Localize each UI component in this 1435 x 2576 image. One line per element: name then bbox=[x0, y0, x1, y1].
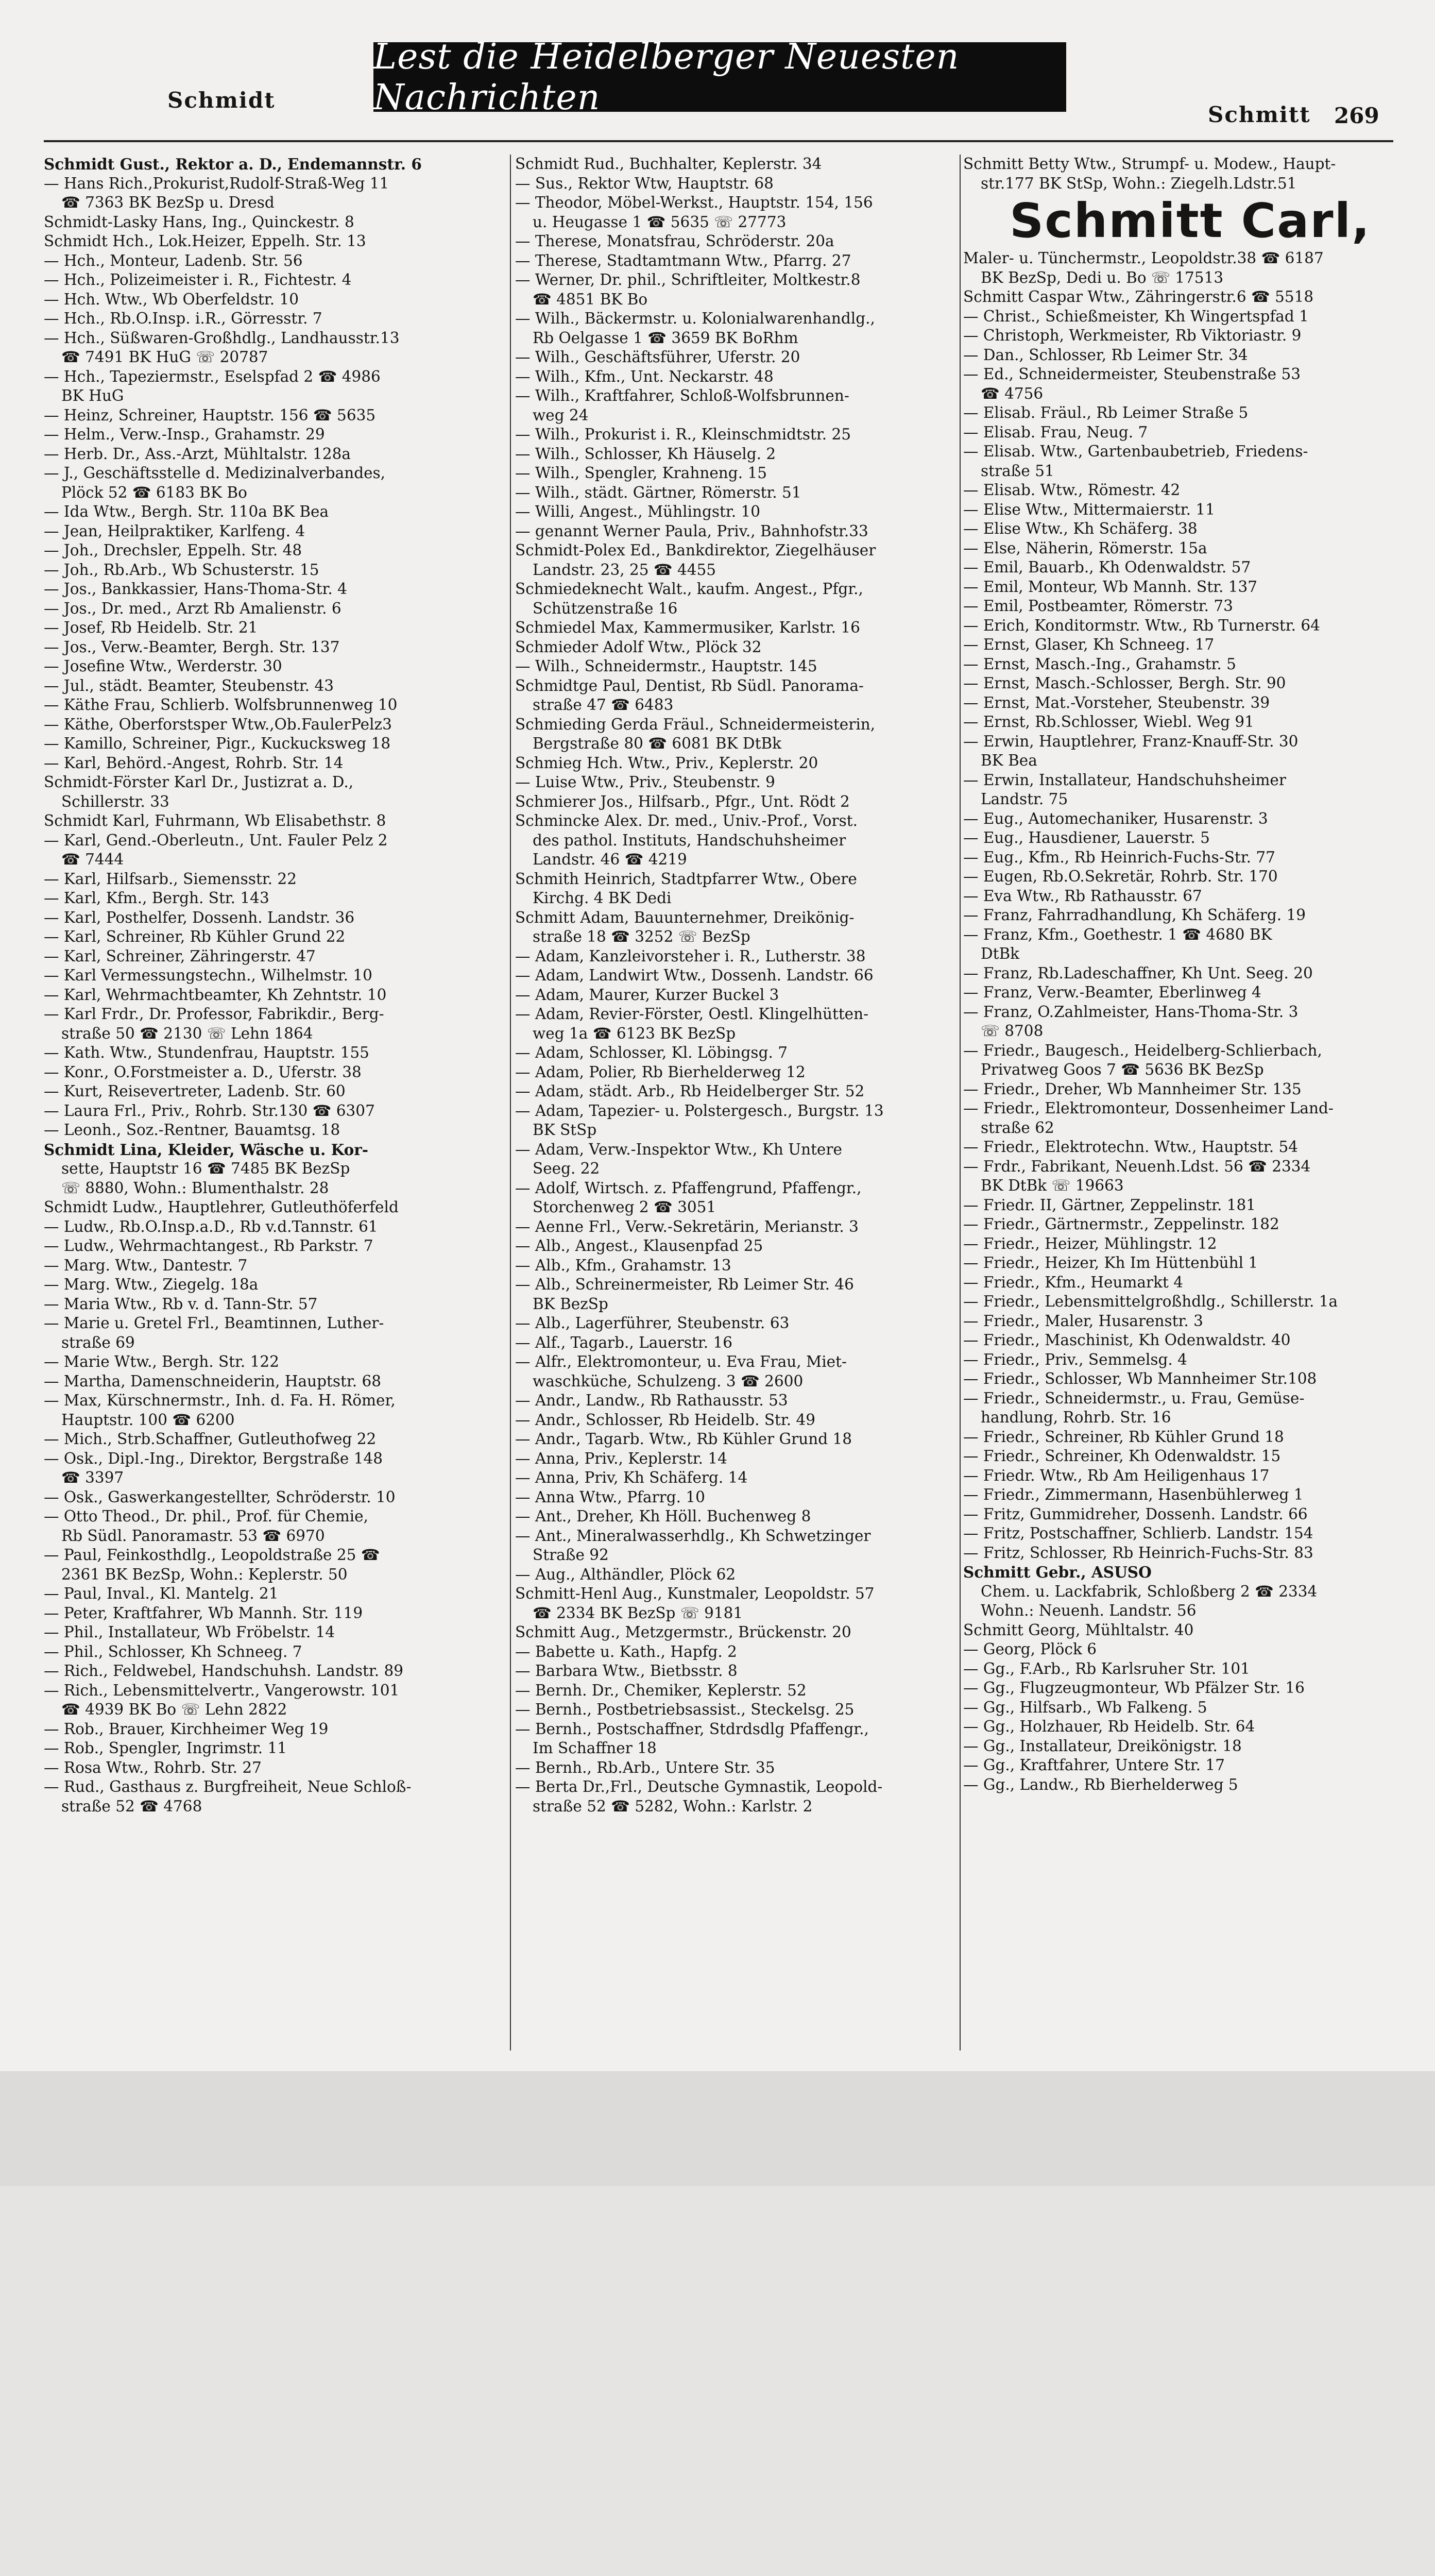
directory-entry-line: Schmidt Gust., Rektor a. D., Endemannstr. 6 bbox=[44, 155, 422, 173]
directory-entry-line: — Paul, Feinkosthdlg., Leopoldstraße 25 ☎ bbox=[44, 1546, 380, 1564]
directory-entry-line: — Karl, Gend.-Oberleutn., Unt. Fauler Pelz 2 bbox=[44, 831, 388, 849]
directory-entry-line: — Karl Vermessungstechn., Wilhelmstr. 10 bbox=[44, 967, 372, 984]
directory-entry-line: — Alfr., Elektromonteur, u. Eva Frau, Miet- bbox=[515, 1353, 847, 1370]
directory-entry-line: Schmitt Caspar Wtw., Zähringerstr.6 ☎ 5518 bbox=[963, 288, 1314, 306]
directory-entry-line: — Karl Frdr., Dr. Professor, Fabrikdir., Berg- bbox=[44, 1005, 384, 1023]
directory-entry-line: Schmieg Hch. Wtw., Priv., Keplerstr. 20 bbox=[515, 754, 818, 772]
directory-entry-line: — Marg. Wtw., Dantestr. 7 bbox=[44, 1256, 248, 1274]
directory-entry-line: Wohn.: Neuenh. Landstr. 56 bbox=[981, 1602, 1197, 1619]
directory-entry-line: DtBk bbox=[981, 945, 1020, 962]
directory-entry-line: ☎ 7363 BK BezSp u. Dresd bbox=[61, 194, 275, 211]
directory-entry-line: — Gg., Flugzeugmonteur, Wb Pfälzer Str. 16 bbox=[963, 1679, 1305, 1697]
page-number: 269 bbox=[1334, 103, 1379, 128]
directory-entry-line: — Emil, Monteur, Wb Mannh. Str. 137 bbox=[963, 578, 1258, 596]
directory-entry-line: — Alb., Angest., Klausenpfad 25 bbox=[515, 1237, 763, 1255]
directory-entry-line: — Kamillo, Schreiner, Pigr., Kuckucksweg 18 bbox=[44, 735, 391, 752]
directory-entry-line: — Wilh., Bäckermstr. u. Kolonialwarenhandlg., bbox=[515, 310, 875, 327]
directory-entry-line: sette, Hauptstr 16 ☎ 7485 BK BezSp bbox=[61, 1160, 350, 1177]
directory-entry-line: Schmidt-Förster Karl Dr., Justizrat a. D., bbox=[44, 773, 354, 791]
directory-entry-line: — Jul., städt. Beamter, Steubenstr. 43 bbox=[44, 676, 334, 694]
directory-entry-line: Schmitt Georg, Mühltalstr. 40 bbox=[963, 1621, 1194, 1639]
directory-entry-line: — Andr., Landw., Rb Rathausstr. 53 bbox=[515, 1392, 788, 1409]
directory-entry-line: — Karl, Schreiner, Rb Kühler Grund 22 bbox=[44, 928, 346, 945]
directory-entry-line: — Ernst, Glaser, Kh Schneeg. 17 bbox=[963, 636, 1215, 653]
directory-entry-line: straße 69 bbox=[61, 1333, 135, 1351]
directory-entry-line: — Heinz, Schreiner, Hauptstr. 156 ☎ 5635 bbox=[44, 406, 376, 424]
directory-entry-line: — Willi, Angest., Mühlingstr. 10 bbox=[515, 503, 761, 520]
directory-entry-line: waschküche, Schulzeng. 3 ☎ 2600 bbox=[533, 1372, 804, 1390]
directory-entry-line: Schmiedeknecht Walt., kaufm. Angest., Pfgr., bbox=[515, 580, 863, 598]
directory-entry-line: — Hch., Rb.O.Insp. i.R., Görresstr. 7 bbox=[44, 310, 322, 327]
directory-entry-line: Schmidt-Lasky Hans, Ing., Quinckestr. 8 bbox=[44, 213, 354, 231]
directory-entry-line: — Phil., Schlosser, Kh Schneeg. 7 bbox=[44, 1642, 302, 1660]
directory-entry-line: — Emil, Postbeamter, Römerstr. 73 bbox=[963, 597, 1233, 615]
directory-entry-line: — Alb., Schreinermeister, Rb Leimer Str. 46 bbox=[515, 1276, 854, 1293]
directory-entry-line: — Rud., Gasthaus z. Burgfreiheit, Neue Schloß- bbox=[44, 1778, 412, 1795]
directory-entry-line: — Jean, Heilpraktiker, Karlfeng. 4 bbox=[44, 522, 305, 540]
directory-entry-line: — Andr., Tagarb. Wtw., Rb Kühler Grund 18 bbox=[515, 1430, 852, 1448]
directory-entry-line: — Gg., Kraftfahrer, Untere Str. 17 bbox=[963, 1756, 1225, 1774]
directory-entry-line: — Dan., Schlosser, Rb Leimer Str. 34 bbox=[963, 346, 1248, 364]
directory-entry-line: Schmidt Rud., Buchhalter, Keplerstr. 34 bbox=[515, 155, 822, 173]
directory-entry-line: — Karl, Wehrmachtbeamter, Kh Zehntstr. 10 bbox=[44, 986, 387, 1004]
directory-entry-line: — Friedr., Lebensmittelgroßhdlg., Schillerstr. 1a bbox=[963, 1293, 1338, 1310]
directory-entry-line: — Konr., O.Forstmeister a. D., Uferstr. 38 bbox=[44, 1063, 362, 1081]
directory-entry-line: Schmidt Lina, Kleider, Wäsche u. Kor- bbox=[44, 1140, 369, 1159]
directory-entry-line: str.177 BK StSp, Wohn.: Ziegelh.Ldstr.51 bbox=[981, 174, 1297, 192]
directory-entry-line: Schützenstraße 16 bbox=[533, 599, 678, 617]
directory-entry-line: ☎ 7491 BK HuG ☏ 20787 bbox=[61, 348, 268, 366]
directory-entry-line: — Helm., Verw.-Insp., Grahamstr. 29 bbox=[44, 426, 325, 443]
directory-column-3 bbox=[963, 155, 1396, 2066]
directory-entry-line: — Bernh., Postschaffner, Stdrdsdlg Pfaffengr., bbox=[515, 1720, 869, 1738]
directory-entry-line: — Aenne Frl., Verw.-Sekretärin, Merianstr. 3 bbox=[515, 1217, 859, 1235]
directory-entry-line: — Erwin, Hauptlehrer, Franz-Knauff-Str. 30 bbox=[963, 732, 1299, 750]
directory-entry-line: — Marie u. Gretel Frl., Beamtinnen, Luther- bbox=[44, 1314, 384, 1332]
directory-entry-line: — Josef, Rb Heidelb. Str. 21 bbox=[44, 619, 258, 636]
directory-entry-line: — Wilh., Geschäftsführer, Uferstr. 20 bbox=[515, 348, 800, 366]
directory-entry-line: — Ida Wtw., Bergh. Str. 110a BK Bea bbox=[44, 503, 329, 520]
directory-entry-line: — Friedr. Wtw., Rb Am Heiligenhaus 17 bbox=[963, 1466, 1270, 1484]
directory-entry-line: Schmitt Betty Wtw., Strumpf- u. Modew., Haupt- bbox=[963, 155, 1336, 173]
directory-entry-line: — Frdr., Fabrikant, Neuenh.Ldst. 56 ☎ 2334 bbox=[963, 1157, 1311, 1175]
directory-entry-line: — J., Geschäftsstelle d. Medizinalverbandes, bbox=[44, 464, 386, 482]
directory-entry-line: Schmincke Alex. Dr. med., Univ.-Prof., Vorst. bbox=[515, 812, 858, 829]
directory-entry-line: — Emil, Bauarb., Kh Odenwaldstr. 57 bbox=[963, 558, 1251, 576]
directory-entry-line: — Erwin, Installateur, Handschuhsheimer bbox=[963, 771, 1286, 789]
directory-entry-line: — Marg. Wtw., Ziegelg. 18a bbox=[44, 1276, 259, 1293]
directory-entry-line: — Adam, Tapezier- u. Polstergesch., Burgstr. 13 bbox=[515, 1101, 884, 1120]
directory-entry-line: — Franz, O.Zahlmeister, Hans-Thoma-Str. 3 bbox=[963, 1003, 1299, 1021]
directory-entry-line: — Theodor, Möbel-Werkst., Hauptstr. 154, 156 bbox=[515, 194, 873, 211]
directory-entry-line: — Ernst, Masch.-Schlosser, Bergh. Str. 90 bbox=[963, 674, 1286, 692]
directory-entry-line: — Friedr., Schneidermstr., u. Frau, Gemüse- bbox=[963, 1389, 1305, 1407]
directory-entry-line: Schmitt Adam, Bauunternehmer, Dreikönig- bbox=[515, 908, 855, 926]
directory-entry-line: BK BezSp bbox=[533, 1295, 608, 1313]
directory-entry-line: — Ant., Dreher, Kh Höll. Buchenweg 8 bbox=[515, 1507, 811, 1525]
directory-entry-line: Maler- u. Tünchermstr., Leopoldstr.38 ☎ 6187 bbox=[963, 249, 1324, 267]
directory-entry-line: Chem. u. Lackfabrik, Schloßberg 2 ☎ 2334 bbox=[981, 1582, 1318, 1600]
directory-entry-line: Rb Südl. Panoramastr. 53 ☎ 6970 bbox=[61, 1527, 325, 1545]
directory-entry-line: straße 18 ☎ 3252 ☏ BezSp bbox=[533, 928, 750, 945]
directory-entry-line: straße 50 ☎ 2130 ☏ Lehn 1864 bbox=[61, 1024, 313, 1042]
directory-entry-line: — Wilh., Prokurist i. R., Kleinschmidtstr. 25 bbox=[515, 426, 851, 443]
directory-entry-line: Storchenweg 2 ☎ 3051 bbox=[533, 1198, 716, 1216]
directory-entry-line: — Friedr., Maler, Husarenstr. 3 bbox=[963, 1312, 1203, 1330]
directory-entry-line: — Friedr., Elektromonteur, Dossenheimer Land- bbox=[963, 1099, 1334, 1117]
directory-entry-line: — Babette u. Kath., Hapfg. 2 bbox=[515, 1642, 737, 1660]
directory-entry-line: — Friedr., Schlosser, Wb Mannheimer Str.108 bbox=[963, 1370, 1317, 1387]
directory-entry-line: Schmierer Jos., Hilfsarb., Pfgr., Unt. Rödt 2 bbox=[515, 792, 850, 810]
directory-entry-line: — Karl, Behörd.-Angest, Rohrb. Str. 14 bbox=[44, 754, 344, 772]
directory-entry-line: — Hch., Polizeimeister i. R., Fichtestr. 4 bbox=[44, 271, 352, 289]
directory-entry-line: — Martha, Damenschneiderin, Hauptstr. 68 bbox=[44, 1372, 382, 1390]
directory-entry-line: straße 62 bbox=[981, 1118, 1054, 1137]
directory-entry-line: ☎ 2334 BK BezSp ☏ 9181 bbox=[533, 1604, 743, 1622]
directory-entry-line: weg 1a ☎ 6123 BK BezSp bbox=[533, 1024, 736, 1042]
directory-entry-line: — Rob., Brauer, Kirchheimer Weg 19 bbox=[44, 1720, 329, 1738]
directory-entry-line: — Adam, Landwirt Wtw., Dossenh. Landstr. 66 bbox=[515, 967, 874, 984]
directory-entry-line: — Karl, Kfm., Bergh. Str. 143 bbox=[44, 889, 269, 907]
directory-entry-line: — Franz, Rb.Ladeschaffner, Kh Unt. Seeg. 20 bbox=[963, 964, 1313, 982]
directory-entry-line: — Jos., Verw.-Beamter, Bergh. Str. 137 bbox=[44, 638, 340, 656]
directory-entry-line: — Eug., Kfm., Rb Heinrich-Fuchs-Str. 77 bbox=[963, 848, 1275, 866]
directory-entry-line: — Hans Rich.,Prokurist,Rudolf-Straß-Weg 11 bbox=[44, 174, 389, 192]
directory-entry-line: — Laura Frl., Priv., Rohrb. Str.130 ☎ 6307 bbox=[44, 1101, 375, 1120]
directory-entry-line: Schillerstr. 33 bbox=[61, 792, 169, 810]
directory-entry-line: BK HuG bbox=[61, 387, 124, 404]
directory-entry-line: — Sus., Rektor Wtw, Hauptstr. 68 bbox=[515, 174, 774, 192]
directory-entry-line: — Friedr., Schreiner, Kh Odenwaldstr. 15 bbox=[963, 1447, 1281, 1465]
directory-entry-line: ☎ 4756 bbox=[981, 384, 1044, 402]
directory-entry-line: Schmieder Adolf Wtw., Plöck 32 bbox=[515, 638, 762, 656]
directory-entry-line: — Rich., Lebensmittelvertr., Vangerowstr. 101 bbox=[44, 1681, 400, 1699]
directory-entry-line: — Adam, Verw.-Inspektor Wtw., Kh Untere bbox=[515, 1140, 842, 1158]
viewer-footer bbox=[0, 2071, 1435, 2186]
directory-entry-line: — Adam, Revier-Förster, Oestl. Klingelhütten- bbox=[515, 1005, 869, 1023]
directory-entry-line: — Osk., Dipl.-Ing., Direktor, Bergstraße 148 bbox=[44, 1449, 383, 1467]
directory-entry-line: straße 47 ☎ 6483 bbox=[533, 696, 674, 714]
directory-entry-line: — Werner, Dr. phil., Schriftleiter, Moltkestr.8 bbox=[515, 271, 861, 289]
directory-entry-line: — Joh., Drechsler, Eppelh. Str. 48 bbox=[44, 541, 302, 559]
directory-entry-line: BK Bea bbox=[981, 752, 1037, 769]
directory-entry-line: — Käthe Frau, Schlierb. Wolfsbrunnenweg 10 bbox=[44, 696, 398, 714]
directory-entry-line: — Gg., Hilfsarb., Wb Falkeng. 5 bbox=[963, 1698, 1207, 1716]
directory-entry-line: — Max, Kürschnermstr., Inh. d. Fa. H. Römer, bbox=[44, 1392, 396, 1409]
directory-entry-line: — Christoph, Werkmeister, Rb Viktoriastr. 9 bbox=[963, 327, 1302, 344]
running-header-left: Schmidt bbox=[167, 88, 276, 113]
directory-entry-line: Seeg. 22 bbox=[533, 1160, 600, 1177]
directory-entry-line: — Adam, städt. Arb., Rb Heidelberger Str. 52 bbox=[515, 1082, 865, 1100]
directory-entry-line: ☏ 8880, Wohn.: Blumenthalstr. 28 bbox=[61, 1179, 329, 1197]
directory-entry-line: Im Schaffner 18 bbox=[533, 1739, 657, 1757]
directory-entry-line: — Paul, Inval., Kl. Mantelg. 21 bbox=[44, 1585, 279, 1602]
directory-entry-line: — Adam, Maurer, Kurzer Buckel 3 bbox=[515, 986, 779, 1004]
directory-entry-line: — Eugen, Rb.O.Sekretär, Rohrb. Str. 170 bbox=[963, 868, 1278, 885]
directory-entry-line: Schmitt Gebr., ASUSO bbox=[963, 1563, 1152, 1581]
directory-entry-line: BK StSp bbox=[533, 1121, 597, 1139]
directory-entry-line: — Hch., Tapeziermstr., Eselspfad 2 ☎ 4986 bbox=[44, 367, 381, 385]
directory-entry-line: — Ernst, Rb.Schlosser, Wiebl. Weg 91 bbox=[963, 713, 1254, 731]
directory-entry-line: straße 52 ☎ 4768 bbox=[61, 1797, 202, 1815]
directory-entry-line: ☎ 3397 bbox=[61, 1469, 124, 1486]
directory-entry-line: — Käthe, Oberforstsper Wtw.,Ob.FaulerPelz3 bbox=[44, 715, 392, 733]
directory-entry-line: — Elisab. Fräul., Rb Leimer Straße 5 bbox=[963, 404, 1249, 421]
directory-entry-line: — Kurt, Reisevertreter, Ladenb. Str. 60 bbox=[44, 1082, 346, 1100]
directory-entry-line: — Anna, Priv, Kh Schäferg. 14 bbox=[515, 1469, 748, 1486]
directory-entry-line: Landstr. 46 ☎ 4219 bbox=[533, 851, 687, 868]
directory-entry-line: — Ant., Mineralwasserhdlg., Kh Schwetzinger bbox=[515, 1527, 871, 1545]
directory-entry-line: — Alb., Lagerführer, Steubenstr. 63 bbox=[515, 1314, 790, 1332]
directory-entry-line: — Hch., Süßwaren-Großhdlg., Landhausstr.13 bbox=[44, 329, 400, 347]
directory-entry-line: — Fritz, Schlosser, Rb Heinrich-Fuchs-Str. 83 bbox=[963, 1544, 1313, 1562]
directory-entry-line: Schmitt-Henl Aug., Kunstmaler, Leopoldstr. 57 bbox=[515, 1585, 875, 1602]
directory-entry-line: BK BezSp, Dedi u. Bo ☏ 17513 bbox=[981, 268, 1224, 286]
directory-entry-line: — Else, Näherin, Römerstr. 15a bbox=[963, 539, 1207, 557]
directory-entry-line: — Andr., Schlosser, Rb Heidelb. Str. 49 bbox=[515, 1411, 816, 1429]
directory-entry-line: — Gg., Landw., Rb Bierhelderweg 5 bbox=[963, 1775, 1238, 1793]
directory-entry-line: — Karl, Hilfsarb., Siemensstr. 22 bbox=[44, 870, 297, 888]
directory-entry-line: — Therese, Monatsfrau, Schröderstr. 20a bbox=[515, 232, 834, 250]
directory-entry-line: Schmidt Ludw., Hauptlehrer, Gutleuthöferfeld bbox=[44, 1198, 399, 1216]
directory-entry-line: — Franz, Kfm., Goethestr. 1 ☎ 4680 BK bbox=[963, 925, 1272, 943]
directory-entry-line: ☎ 4939 BK Bo ☏ Lehn 2822 bbox=[61, 1701, 287, 1718]
directory-entry-line: — Wilh., Schneidermstr., Hauptstr. 145 bbox=[515, 657, 817, 675]
column-divider-2 bbox=[960, 155, 961, 2050]
directory-entry-line: — Anna Wtw., Pfarrg. 10 bbox=[515, 1488, 705, 1506]
directory-entry-line: — genannt Werner Paula, Priv., Bahnhofstr.33 bbox=[515, 522, 868, 540]
directory-entry-line: — Friedr., Heizer, Kh Im Hüttenbühl 1 bbox=[963, 1254, 1258, 1272]
directory-entry-line: — Aug., Althändler, Plöck 62 bbox=[515, 1565, 736, 1583]
directory-entry-line: — Franz, Fahrradhandlung, Kh Schäferg. 19 bbox=[963, 906, 1306, 924]
directory-entry-line: — Bernh., Postbetriebsassist., Steckelsg. 25 bbox=[515, 1701, 855, 1718]
directory-entry-line: — Mich., Strb.Schaffner, Gutleuthofweg 22 bbox=[44, 1430, 377, 1448]
directory-entry-line: — Otto Theod., Dr. phil., Prof. für Chemie, bbox=[44, 1507, 368, 1525]
directory-entry-line: — Wilh., Schlosser, Kh Häuselg. 2 bbox=[515, 445, 776, 463]
directory-entry-line: ☎ 4851 BK Bo bbox=[533, 290, 648, 308]
directory-entry-line: — Eug., Automechaniker, Husarenstr. 3 bbox=[963, 809, 1268, 827]
directory-entry-line: — Therese, Stadtamtmann Wtw., Pfarrg. 27 bbox=[515, 251, 851, 269]
directory-entry-line: — Franz, Verw.-Beamter, Eberlinweg 4 bbox=[963, 984, 1261, 1001]
directory-entry-line: — Jos., Dr. med., Arzt Rb Amalienstr. 6 bbox=[44, 599, 341, 617]
directory-entry-line: handlung, Rohrb. Str. 16 bbox=[981, 1409, 1171, 1426]
directory-entry-line: Bergstraße 80 ☎ 6081 BK DtBk bbox=[533, 735, 781, 752]
directory-entry-line: — Wilh., Kfm., Unt. Neckarstr. 48 bbox=[515, 367, 774, 385]
directory-entry-line: — Leonh., Soz.-Rentner, Bauamtsg. 18 bbox=[44, 1121, 340, 1139]
directory-entry-line: — Peter, Kraftfahrer, Wb Mannh. Str. 119 bbox=[44, 1604, 363, 1622]
directory-entry-line: — Wilh., Kraftfahrer, Schloß-Wolfsbrunnen- bbox=[515, 387, 849, 404]
directory-entry-line: — Adam, Polier, Rb Bierhelderweg 12 bbox=[515, 1063, 806, 1081]
directory-entry-line: — Georg, Plöck 6 bbox=[963, 1640, 1097, 1658]
directory-entry-line: Landstr. 23, 25 ☎ 4455 bbox=[533, 561, 716, 579]
directory-entry-line: — Rosa Wtw., Rohrb. Str. 27 bbox=[44, 1758, 262, 1776]
directory-entry-line: — Adam, Schlosser, Kl. Löbingsg. 7 bbox=[515, 1044, 788, 1061]
directory-entry-line: — Friedr., Dreher, Wb Mannheimer Str. 135 bbox=[963, 1080, 1302, 1098]
directory-entry-line: — Fritz, Postschaffner, Schlierb. Landstr. 154 bbox=[963, 1524, 1313, 1542]
directory-entry-line: — Alf., Tagarb., Lauerstr. 16 bbox=[515, 1333, 733, 1351]
advertisement-banner: Lest die Heidelberger Neuesten Nachrichten bbox=[373, 42, 1066, 112]
directory-entry-line: 2361 BK BezSp, Wohn.: Keplerstr. 50 bbox=[61, 1565, 348, 1583]
directory-entry-line: — Herb. Dr., Ass.-Arzt, Mühltalstr. 128a bbox=[44, 445, 351, 463]
directory-entry-line: — Bernh., Rb.Arb., Untere Str. 35 bbox=[515, 1758, 775, 1776]
directory-entry-line: — Friedr. II, Gärtner, Zeppelinstr. 181 bbox=[963, 1196, 1256, 1214]
directory-entry-line: — Ernst, Masch.-Ing., Grahamstr. 5 bbox=[963, 655, 1236, 673]
directory-entry-line: — Phil., Installateur, Wb Fröbelstr. 14 bbox=[44, 1623, 335, 1641]
directory-entry-line: Schmieding Gerda Fräul., Schneidermeisterin, bbox=[515, 715, 876, 733]
directory-entry-line: — Rob., Spengler, Ingrimstr. 11 bbox=[44, 1739, 287, 1757]
directory-entry-line: — Joh., Rb.Arb., Wb Schusterstr. 15 bbox=[44, 561, 319, 579]
directory-entry-line: Schmidt Hch., Lok.Heizer, Eppelh. Str. 13 bbox=[44, 232, 366, 250]
directory-column-2 bbox=[515, 155, 958, 2066]
directory-entry-line: — Erich, Konditormstr. Wtw., Rb Turnerstr. 64 bbox=[963, 616, 1320, 634]
directory-entry-line: u. Heugasse 1 ☎ 5635 ☏ 27773 bbox=[533, 213, 787, 231]
directory-entry-line: — Luise Wtw., Priv., Steubenstr. 9 bbox=[515, 773, 775, 791]
directory-entry-line: — Elise Wtw., Kh Schäferg. 38 bbox=[963, 520, 1198, 537]
directory-entry-line: — Friedr., Elektrotechn. Wtw., Hauptstr. 54 bbox=[963, 1138, 1299, 1156]
directory-entry-line: — Friedr., Zimmermann, Hasenbühlerweg 1 bbox=[963, 1486, 1304, 1503]
directory-entry-line: — Gg., Holzhauer, Rb Heidelb. Str. 64 bbox=[963, 1718, 1255, 1735]
directory-entry-line: — Barbara Wtw., Bietbsstr. 8 bbox=[515, 1662, 738, 1680]
directory-entry-line: Landstr. 75 bbox=[981, 790, 1068, 808]
directory-entry-line: — Adam, Kanzleivorsteher i. R., Lutherstr. 38 bbox=[515, 947, 866, 965]
directory-entry-line: — Elisab. Wtw., Gartenbaubetrieb, Friedens- bbox=[963, 443, 1308, 460]
directory-entry-line: — Eva Wtw., Rb Rathausstr. 67 bbox=[963, 887, 1202, 905]
directory-entry-line: — Kath. Wtw., Stundenfrau, Hauptstr. 155 bbox=[44, 1044, 369, 1061]
directory-entry-line: — Maria Wtw., Rb v. d. Tann-Str. 57 bbox=[44, 1295, 318, 1313]
directory-entry-line: — Gg., Installateur, Dreikönigstr. 18 bbox=[963, 1737, 1242, 1755]
directory-entry-line: — Anna, Priv., Keplerstr. 14 bbox=[515, 1449, 727, 1467]
column-divider-1 bbox=[510, 155, 511, 2050]
directory-entry-line: — Wilh., städt. Gärtner, Römerstr. 51 bbox=[515, 483, 801, 501]
directory-entry-line: — Marie Wtw., Bergh. Str. 122 bbox=[44, 1353, 279, 1370]
directory-entry-line: Schmitt Aug., Metzgermstr., Brückenstr. 20 bbox=[515, 1623, 851, 1641]
directory-entry-line: — Friedr., Maschinist, Kh Odenwaldstr. 40 bbox=[963, 1331, 1291, 1349]
directory-entry-line: Hauptstr. 100 ☎ 6200 bbox=[61, 1411, 235, 1429]
directory-entry-line: — Bernh. Dr., Chemiker, Keplerstr. 52 bbox=[515, 1681, 807, 1699]
directory-entry-line: — Wilh., Spengler, Krahneng. 15 bbox=[515, 464, 767, 482]
directory-entry-line: — Karl, Schreiner, Zähringerstr. 47 bbox=[44, 947, 316, 965]
directory-entry-line: Schmidt Karl, Fuhrmann, Wb Elisabethstr. 8 bbox=[44, 812, 386, 829]
directory-entry-line: — Adolf, Wirtsch. z. Pfaffengrund, Pfaffengr., bbox=[515, 1179, 862, 1197]
directory-entry-line: — Hch., Monteur, Ladenb. Str. 56 bbox=[44, 251, 303, 269]
directory-entry-line: — Friedr., Kfm., Heumarkt 4 bbox=[963, 1273, 1184, 1291]
directory-entry-line: weg 24 bbox=[533, 406, 589, 424]
directory-entry-line: Schmidtge Paul, Dentist, Rb Südl. Panorama- bbox=[515, 676, 864, 694]
directory-entry-line: — Gg., F.Arb., Rb Karlsruher Str. 101 bbox=[963, 1659, 1250, 1677]
directory-entry-line: Straße 92 bbox=[533, 1546, 609, 1564]
directory-entry-line: — Josefine Wtw., Werderstr. 30 bbox=[44, 657, 282, 675]
directory-entry-line: BK DtBk ☏ 19663 bbox=[981, 1177, 1124, 1194]
directory-entry-line: — Elisab. Wtw., Römestr. 42 bbox=[963, 481, 1181, 499]
directory-entry-line: — Alb., Kfm., Grahamstr. 13 bbox=[515, 1256, 731, 1274]
directory-entry-line: straße 51 bbox=[981, 462, 1054, 480]
header-rule bbox=[44, 140, 1393, 142]
directory-entry-line: — Friedr., Heizer, Mühlingstr. 12 bbox=[963, 1234, 1217, 1252]
directory-entry-line: — Ernst, Mat.-Vorsteher, Steubenstr. 39 bbox=[963, 693, 1270, 711]
directory-entry-line: — Hch. Wtw., Wb Oberfeldstr. 10 bbox=[44, 290, 299, 308]
directory-entry-line: ☎ 7444 bbox=[61, 851, 124, 868]
directory-entry-line: Rb Oelgasse 1 ☎ 3659 BK BoRhm bbox=[533, 329, 798, 347]
directory-entry-line: Kirchg. 4 BK Dedi bbox=[533, 889, 672, 907]
directory-entry-line: — Friedr., Schreiner, Rb Kühler Grund 18 bbox=[963, 1428, 1284, 1446]
running-header-right: Schmitt bbox=[1208, 102, 1311, 127]
directory-entry-line: straße 52 ☎ 5282, Wohn.: Karlstr. 2 bbox=[533, 1797, 813, 1815]
featured-entry-heading: Schmitt Carl, bbox=[1010, 193, 1371, 248]
directory-entry-line: — Elise Wtw., Mittermaierstr. 11 bbox=[963, 500, 1215, 518]
directory-entry-line: — Fritz, Gummidreher, Dossenh. Landstr. 66 bbox=[963, 1505, 1308, 1523]
directory-entry-line: — Elisab. Frau, Neug. 7 bbox=[963, 423, 1148, 441]
directory-entry-line: — Karl, Posthelfer, Dossenh. Landstr. 36 bbox=[44, 908, 355, 926]
directory-entry-line: — Friedr., Priv., Semmelsg. 4 bbox=[963, 1350, 1187, 1368]
directory-entry-line: — Eug., Hausdiener, Lauerstr. 5 bbox=[963, 829, 1210, 846]
directory-entry-line: ☏ 8708 bbox=[981, 1022, 1044, 1040]
directory-entry-line: Privatweg Goos 7 ☎ 5636 BK BezSp bbox=[981, 1061, 1264, 1078]
directory-entry-line: Schmith Heinrich, Stadtpfarrer Wtw., Obere bbox=[515, 870, 857, 888]
directory-entry-line: Schmiedel Max, Kammermusiker, Karlstr. 16 bbox=[515, 619, 860, 636]
directory-entry-line: — Ed., Schneidermeister, Steubenstraße 53 bbox=[963, 365, 1301, 383]
directory-entry-line: Plöck 52 ☎ 6183 BK Bo bbox=[61, 483, 247, 501]
directory-entry-line: — Friedr., Baugesch., Heidelberg-Schlierbach, bbox=[963, 1041, 1322, 1059]
directory-entry-line: des pathol. Instituts, Handschuhsheimer bbox=[533, 831, 846, 849]
directory-entry-line: Schmidt-Polex Ed., Bankdirektor, Ziegelhäuser bbox=[515, 541, 876, 559]
directory-entry-line: — Friedr., Gärtnermstr., Zeppelinstr. 182 bbox=[963, 1215, 1279, 1233]
directory-entry-line: — Christ., Schießmeister, Kh Wingertspfad 1 bbox=[963, 307, 1309, 325]
directory-entry-line: — Rich., Feldwebel, Handschuhsh. Landstr. 89 bbox=[44, 1662, 404, 1680]
directory-entry-line: — Berta Dr.,Frl., Deutsche Gymnastik, Leopold- bbox=[515, 1778, 883, 1795]
directory-entry-line: — Jos., Bankkassier, Hans-Thoma-Str. 4 bbox=[44, 580, 347, 598]
directory-entry-line: — Ludw., Wehrmachtangest., Rb Parkstr. 7 bbox=[44, 1237, 373, 1255]
directory-entry-line: — Osk., Gaswerkangestellter, Schröderstr. 10 bbox=[44, 1488, 396, 1506]
directory-entry-line: — Ludw., Rb.O.Insp.a.D., Rb v.d.Tannstr. 61 bbox=[44, 1217, 378, 1235]
directory-column-1 bbox=[44, 155, 505, 2066]
